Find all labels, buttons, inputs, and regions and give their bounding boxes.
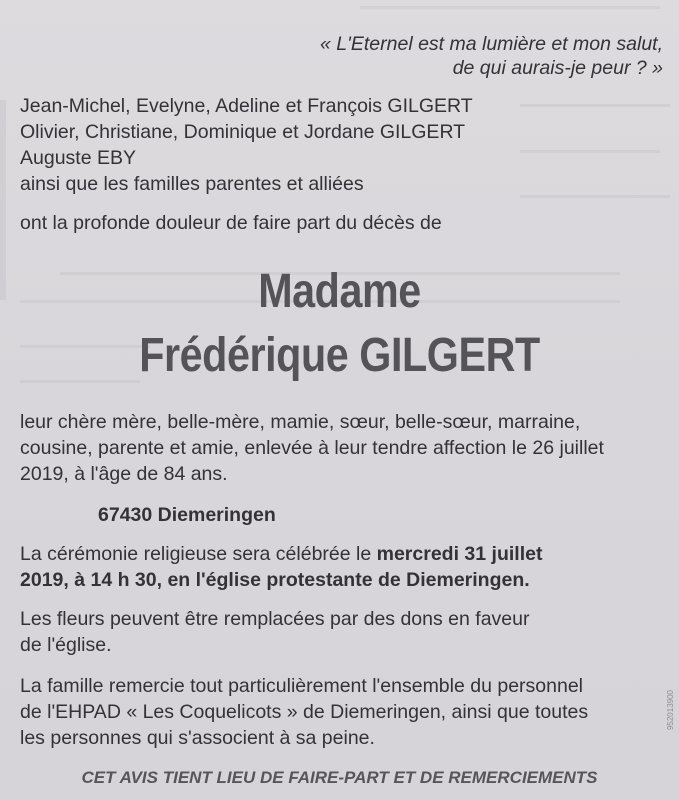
announcement-line: ont la profonde douleur de faire part du décès de bbox=[20, 212, 442, 234]
ceremony-date: mercredi 31 juillet bbox=[376, 543, 543, 565]
description-line-2: cousine, parente et amie, enlevée à leur tendre affection le 26 juillet bbox=[20, 437, 604, 459]
thanks-line-3: les personnes qui s'associent à sa peine. bbox=[20, 727, 375, 749]
thanks-line-2: de l'EHPAD « Les Coquelicots » de Diemeringen, ainsi que toutes bbox=[20, 701, 589, 723]
reference-number: 952013900 bbox=[666, 690, 675, 731]
description-line-1: leur chère mère, belle-mère, mamie, sœur, belle-sœur, marraine, bbox=[20, 411, 581, 433]
ceremony-lead: La cérémonie religieuse sera célébrée le bbox=[20, 543, 377, 565]
ceremony-line-2: 2019, à 14 h 30, en l'église protestante de Diemeringen. bbox=[20, 569, 530, 591]
deceased-title: Madame bbox=[258, 265, 421, 318]
epigraph-line-2: de qui aurais-je peur ? » bbox=[452, 57, 663, 79]
family-line-2: Olivier, Christiane, Dominique et Jordane GILGERT bbox=[20, 121, 466, 143]
flowers-line-1: Les fleurs peuvent être remplacées par des dons en faveur bbox=[20, 608, 530, 630]
thanks-line-1: La famille remercie tout particulièrement l'ensemble du personnel bbox=[20, 675, 584, 697]
location: 67430 Diemeringen bbox=[98, 504, 276, 526]
family-line-3: Auguste EBY bbox=[20, 147, 136, 169]
family-line-4: ainsi que les familles parentes et alliées bbox=[20, 173, 364, 195]
epigraph-line-1: « L'Eternel est ma lumière et mon salut, bbox=[320, 33, 663, 55]
family-line-1: Jean-Michel, Evelyne, Adeline et François GILGERT bbox=[20, 95, 473, 117]
ceremony-line-1 bbox=[20, 542, 542, 566]
deceased-name: Frédérique GILGERT bbox=[139, 329, 540, 382]
description-line-3: 2019, à l'âge de 84 ans. bbox=[20, 463, 228, 485]
notice-footer: CET AVIS TIENT LIEU DE FAIRE-PART ET DE REMERCIEMENTS bbox=[81, 768, 598, 787]
flowers-line-2: de l'église. bbox=[20, 634, 112, 656]
